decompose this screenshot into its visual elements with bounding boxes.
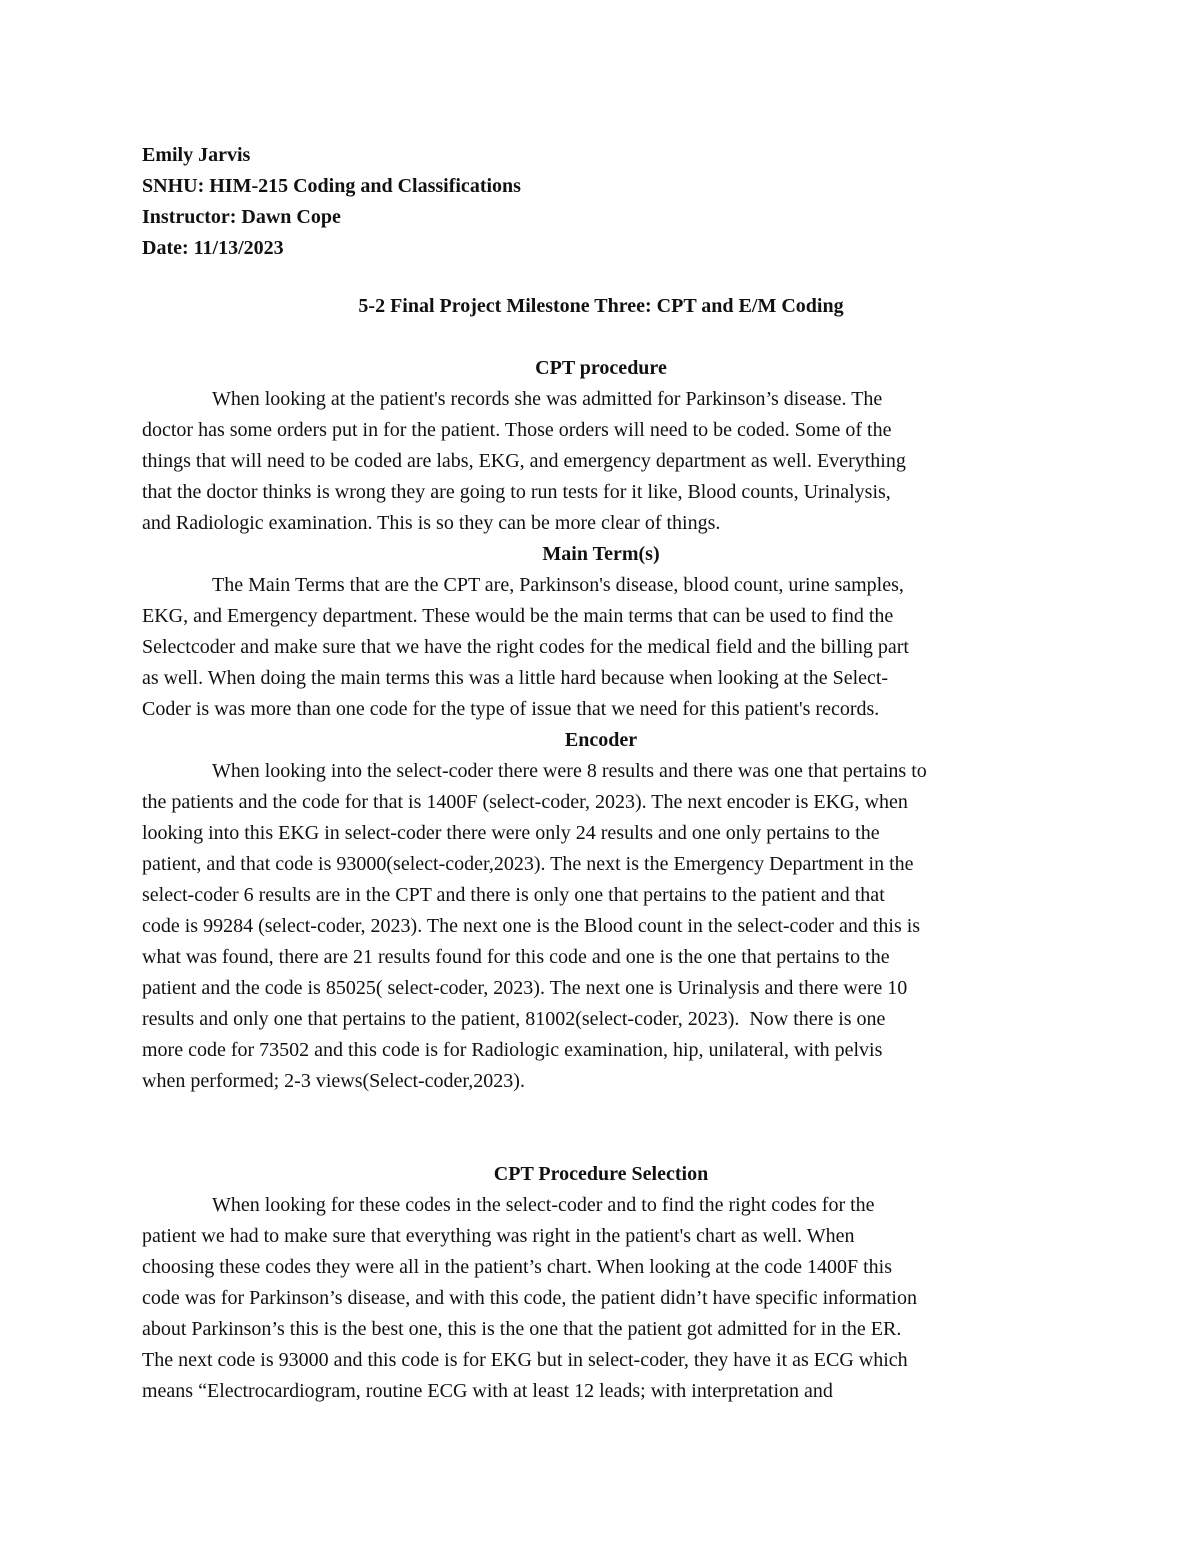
body-line: select-coder 6 results are in the CPT and there is only one that pertains to the patient and that bbox=[142, 884, 885, 906]
section-body-encoder bbox=[142, 756, 1060, 1097]
body-line: doctor has some orders put in for the patient. Those orders will need to be coded. Some of the bbox=[142, 419, 892, 441]
body-line: when performed; 2-3 views(Select-coder,2023). bbox=[142, 1070, 525, 1092]
section-body-cpt-procedure bbox=[142, 384, 1060, 539]
section-heading-encoder: Encoder bbox=[564, 729, 638, 751]
author-name: Emily Jarvis bbox=[142, 144, 251, 166]
body-line: code was for Parkinson’s disease, and with this code, the patient didn’t have specific information bbox=[142, 1287, 917, 1309]
body-line: what was found, there are 21 results found for this code and one is the one that pertains to the bbox=[142, 946, 890, 968]
body-line: more code for 73502 and this code is for Radiologic examination, hip, unilateral, with pelvis bbox=[142, 1039, 883, 1061]
body-line: choosing these codes they were all in the patient’s chart. When looking at the code 1400F this bbox=[142, 1256, 892, 1278]
document-page bbox=[142, 140, 1060, 1407]
body-line: means “Electrocardiogram, routine ECG with at least 12 leads; with interpretation and bbox=[142, 1380, 833, 1402]
document-date: Date: 11/13/2023 bbox=[142, 237, 284, 259]
body-line: When looking into the select-coder there were 8 results and there was one that pertains to bbox=[212, 760, 927, 782]
body-line: Coder is was more than one code for the type of issue that we need for this patient's records. bbox=[142, 698, 880, 720]
body-line: the patients and the code for that is 1400F (select-coder, 2023). The next encoder is EKG, when bbox=[142, 791, 908, 813]
body-line: results and only one that pertains to the patient, 81002(select-coder, 2023). Now there is one bbox=[142, 1008, 886, 1030]
body-line: When looking at the patient's records she was admitted for Parkinson’s disease. The bbox=[212, 388, 883, 410]
section-body-main-terms bbox=[142, 570, 1060, 725]
section-heading-cpt-procedure-selection: CPT Procedure Selection bbox=[493, 1163, 709, 1185]
body-line: patient we had to make sure that everything was right in the patient's chart as well. When bbox=[142, 1225, 855, 1247]
body-line: The next code is 93000 and this code is for EKG but in select-coder, they have it as ECG which bbox=[142, 1349, 908, 1371]
body-line: things that will need to be coded are labs, EKG, and emergency department as well. Everything bbox=[142, 450, 906, 472]
body-line: looking into this EKG in select-coder there were only 24 results and one only pertains to the bbox=[142, 822, 880, 844]
body-line: code is 99284 (select-coder, 2023). The next one is the Blood count in the select-coder and this is bbox=[142, 915, 921, 937]
course-name: SNHU: HIM-215 Coding and Classifications bbox=[142, 175, 521, 197]
section-heading-cpt-procedure: CPT procedure bbox=[535, 357, 667, 379]
body-line: EKG, and Emergency department. These would be the main terms that can be used to find the bbox=[142, 605, 894, 627]
body-line: that the doctor thinks is wrong they are going to run tests for it like, Blood counts, Urinalysis, bbox=[142, 481, 891, 503]
body-line: patient, and that code is 93000(select-coder,2023). The next is the Emergency Department in the bbox=[142, 853, 914, 875]
body-line: When looking for these codes in the select-coder and to find the right codes for the bbox=[212, 1194, 875, 1216]
section-body-cpt-procedure-selection bbox=[142, 1190, 1060, 1407]
body-line: The Main Terms that are the CPT are, Parkinson's disease, blood count, urine samples, bbox=[212, 574, 904, 596]
instructor-name: Instructor: Dawn Cope bbox=[142, 206, 341, 228]
body-line: and Radiologic examination. This is so they can be more clear of things. bbox=[142, 512, 721, 534]
body-line: patient and the code is 85025( select-coder, 2023). The next one is Urinalysis and there were 10 bbox=[142, 977, 908, 999]
body-line: Selectcoder and make sure that we have the right codes for the medical field and the billing part bbox=[142, 636, 909, 658]
section-heading-main-terms: Main Term(s) bbox=[542, 543, 660, 565]
body-line: about Parkinson’s this is the best one, this is the one that the patient got admitted for in the ER. bbox=[142, 1318, 902, 1340]
document-title: 5-2 Final Project Milestone Three: CPT and E/M Coding bbox=[358, 295, 844, 317]
document-header bbox=[142, 140, 1060, 264]
body-line: as well. When doing the main terms this was a little hard because when looking at the Select- bbox=[142, 667, 889, 689]
